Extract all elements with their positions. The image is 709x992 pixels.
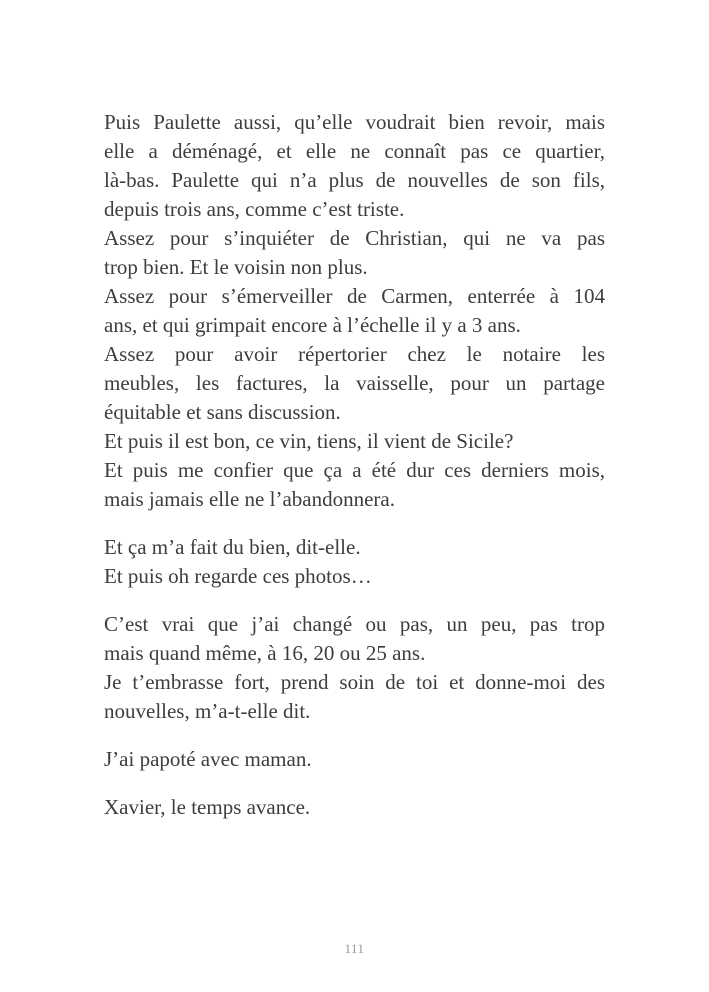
text-column (104, 108, 605, 822)
text-line: nouvelles, m’a-t-elle dit. (104, 699, 311, 723)
text-line: ans, et qui grimpait encore à l’échelle il y a 3 ans. (104, 313, 521, 337)
text-line: trop bien. Et le voisin non plus. (104, 255, 368, 279)
paragraph (104, 562, 605, 591)
text-line: Et puis me confier que ça a été dur ces derniers mois, (104, 458, 605, 482)
text-line: depuis trois ans, comme c’est triste. (104, 197, 405, 221)
text-line: là-bas. Paulette qui n’a plus de nouvelles de son fils, (104, 168, 605, 192)
text-line: Je t’embrasse fort, prend soin de toi et donne-moi des (104, 670, 605, 694)
paragraph (104, 668, 605, 726)
text-line: Assez pour s’inquiéter de Christian, qui ne va pas (104, 226, 605, 250)
paragraph (104, 282, 605, 340)
text-line: équitable et sans discussion. (104, 400, 341, 424)
page-number: 111 (344, 941, 365, 956)
paragraph-group (104, 745, 605, 774)
paragraph (104, 745, 605, 774)
paragraph (104, 340, 605, 427)
text-line: Et puis il est bon, ce vin, tiens, il vient de Sicile? (104, 429, 514, 453)
text-line: C’est vrai que j’ai changé ou pas, un peu, pas trop (104, 612, 605, 636)
text-line: Et ça m’a fait du bien, dit-elle. (104, 535, 361, 559)
text-line: Assez pour avoir répertorier chez le notaire les (104, 342, 605, 366)
paragraph (104, 224, 605, 282)
text-line: J’ai papoté avec maman. (104, 747, 312, 771)
paragraph-group (104, 533, 605, 591)
text-line: mais jamais elle ne l’abandonnera. (104, 487, 395, 511)
paragraph (104, 108, 605, 224)
text-line: Puis Paulette aussi, qu’elle voudrait bien revoir, mais (104, 110, 605, 134)
paragraph-group (104, 610, 605, 726)
text-line: Xavier, le temps avance. (104, 795, 311, 819)
text-line: Assez pour s’émerveiller de Carmen, enterrée à 104 (104, 284, 605, 308)
paragraph (104, 456, 605, 514)
text-line: Et puis oh regarde ces photos… (104, 564, 372, 588)
text-line: elle a déménagé, et elle ne connaît pas ce quartier, (104, 139, 605, 163)
paragraph (104, 533, 605, 562)
paragraph (104, 610, 605, 668)
paragraph-group (104, 108, 605, 514)
text-line: meubles, les factures, la vaisselle, pour un partage (104, 371, 605, 395)
paragraph-group (104, 793, 605, 822)
paragraph (104, 427, 605, 456)
paragraph (104, 793, 605, 822)
text-line: mais quand même, à 16, 20 ou 25 ans. (104, 641, 426, 665)
